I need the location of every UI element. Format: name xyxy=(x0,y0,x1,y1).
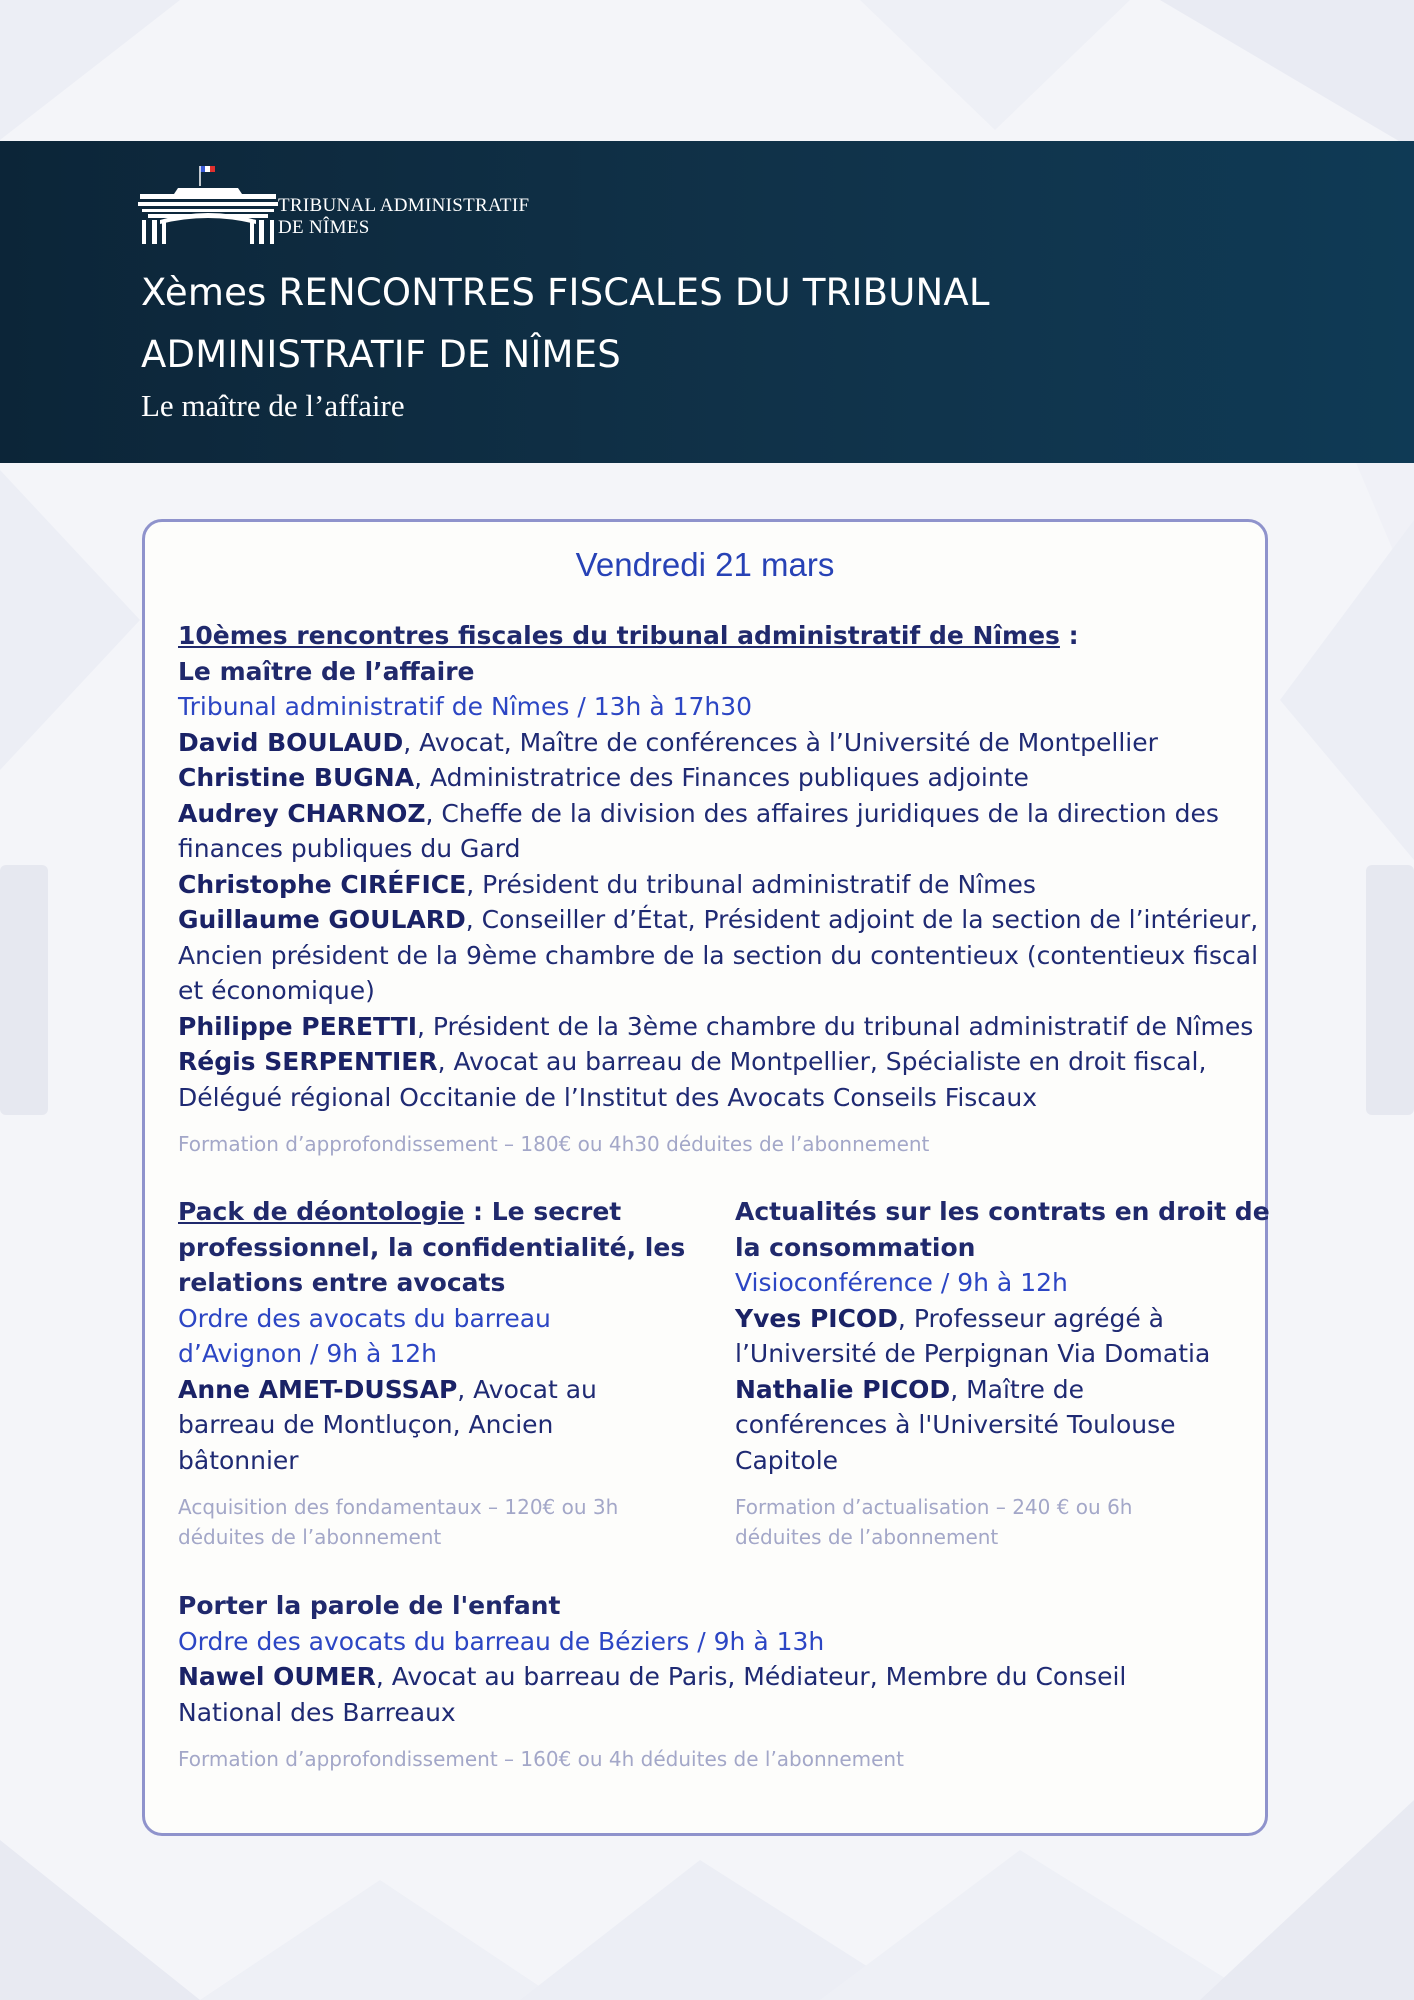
session-location: Ordre des avocats du barreau de Béziers / 9h à 13h xyxy=(178,1626,825,1656)
note-line: déduites de l’abonnement xyxy=(178,1525,442,1549)
speaker-desc-cont: finances publiques du Gard xyxy=(178,834,521,863)
session-title-link[interactable]: 10èmes rencontres fiscales du tribunal administratif de Nîmes xyxy=(178,621,1060,650)
session-parole-enfant xyxy=(178,1588,1126,1774)
speaker-name: Christophe CIRÉFICE xyxy=(178,869,467,899)
event-date: Vendredi 21 mars xyxy=(575,546,835,583)
session-pricing-note xyxy=(178,1744,1126,1774)
speaker-desc: , Président du tribunal administratif de Nîmes xyxy=(466,869,1036,899)
speaker-desc-cont: National des Barreaux xyxy=(178,1697,456,1727)
speaker-name: Nathalie PICOD xyxy=(735,1374,951,1404)
speaker-desc: , Avocat au barreau de Paris, Médiateur, Membre du Conseil xyxy=(375,1662,1127,1691)
speaker-desc: , Professeur agrégé à xyxy=(897,1303,1164,1333)
speaker-desc-cont: conférences à l'Université Toulouse xyxy=(735,1410,1176,1439)
speaker-desc-cont: bâtonnier xyxy=(178,1445,299,1475)
page-title-line1: Xèmes RENCONTRES FISCALES DU TRIBUNAL xyxy=(141,271,990,314)
session-pricing-note xyxy=(735,1492,1270,1552)
speaker-desc: , Cheffe de la division des affaires juridiques de la direction des xyxy=(425,798,1219,828)
speaker-name: Régis SERPENTIER xyxy=(178,1047,438,1076)
speaker-desc: , Avocat au xyxy=(457,1374,597,1404)
session-rencontres-fiscales xyxy=(178,618,1258,1159)
speaker-desc-cont: Délégué régional Occitanie de l’Institut des Avocats Conseils Fiscaux xyxy=(178,1082,1037,1112)
note-line: Formation d’actualisation – 240 € ou 6h xyxy=(735,1495,1133,1519)
tribunal-logo-icon xyxy=(138,166,278,246)
session-title-line: professionnel, la confidentialité, les xyxy=(178,1232,686,1262)
logo-text xyxy=(278,195,529,239)
speaker-name: Anne AMET-DUSSAP xyxy=(178,1374,458,1404)
speaker-name: Audrey CHARNOZ xyxy=(178,798,426,828)
session-title-line: Actualités sur les contrats en droit de xyxy=(735,1197,1270,1226)
session-pricing-note xyxy=(178,1129,1258,1159)
logo-text-line2: DE NÎMES xyxy=(278,217,370,238)
session-title: Porter la parole de l'enfant xyxy=(178,1591,561,1620)
session-title-line: relations entre avocats xyxy=(178,1268,506,1297)
speaker-name: Yves PICOD xyxy=(735,1303,898,1333)
session-location-line: d’Avignon / 9h à 12h xyxy=(178,1339,437,1368)
page-title xyxy=(141,262,1291,386)
speaker-name: Nawel OUMER xyxy=(178,1662,376,1691)
session-location-line: Ordre des avocats du barreau xyxy=(178,1303,551,1333)
session-pricing-note xyxy=(178,1492,685,1552)
speaker-desc-cont: barreau de Montluçon, Ancien xyxy=(178,1410,554,1439)
session-contrats-consommation xyxy=(735,1194,1270,1552)
session-title-sep: : Le secret xyxy=(464,1197,622,1226)
speaker-desc-cont: l’Université de Perpignan Via Domatia xyxy=(735,1339,1211,1368)
page-title-line2: ADMINISTRATIF DE NÎMES xyxy=(141,333,621,376)
speaker-desc: , Conseiller d’État, Président adjoint de la section de l’intérieur, xyxy=(465,905,1259,934)
speaker-name: Christine BUGNA xyxy=(178,763,415,792)
note-line: Formation d’approfondissement – 160€ ou 4h déduites de l’abonnement xyxy=(178,1747,904,1771)
speaker-desc: , Administratrice des Finances publiques adjointe xyxy=(414,763,1029,792)
speaker-desc: , Maître de xyxy=(950,1374,1085,1404)
speaker-desc: , Avocat, Maître de conférences à l’Université de Montpellier xyxy=(403,727,1158,757)
note-line: Formation d’approfondissement – 180€ ou 4h30 déduites de l’abonnement xyxy=(178,1132,930,1156)
speaker-name: David BOULAUD xyxy=(178,727,404,757)
speaker-desc-cont: Ancien président de la 9ème chambre de la section du contentieux (contentieux fiscal xyxy=(178,940,1259,970)
speaker-name: Guillaume GOULARD xyxy=(178,905,466,934)
speaker-desc: , Avocat au barreau de Montpellier, Spécialiste en droit fiscal, xyxy=(437,1047,1207,1076)
session-title-line: la consommation xyxy=(735,1232,976,1262)
note-line: Acquisition des fondamentaux – 120€ ou 3h xyxy=(178,1495,619,1519)
session-title-line2: Le maître de l’affaire xyxy=(178,656,475,686)
session-pack-deontologie xyxy=(178,1194,685,1552)
speaker-desc-cont: Capitole xyxy=(735,1445,839,1475)
session-location: Visioconférence / 9h à 12h xyxy=(735,1268,1068,1297)
session-title-sep: : xyxy=(1059,621,1079,650)
speaker-desc: , Président de la 3ème chambre du tribunal administratif de Nîmes xyxy=(417,1011,1254,1041)
page-subtitle: Le maître de l’affaire xyxy=(141,388,405,423)
session-location: Tribunal administratif de Nîmes / 13h à 17h30 xyxy=(178,692,753,721)
speaker-name: Philippe PERETTI xyxy=(178,1011,417,1041)
speaker-desc-cont: et économique) xyxy=(178,976,375,1005)
note-line: déduites de l’abonnement xyxy=(735,1525,999,1549)
logo-text-line1: TRIBUNAL ADMINISTRATIF xyxy=(278,195,530,216)
session-title-link[interactable]: Pack de déontologie xyxy=(178,1197,465,1226)
